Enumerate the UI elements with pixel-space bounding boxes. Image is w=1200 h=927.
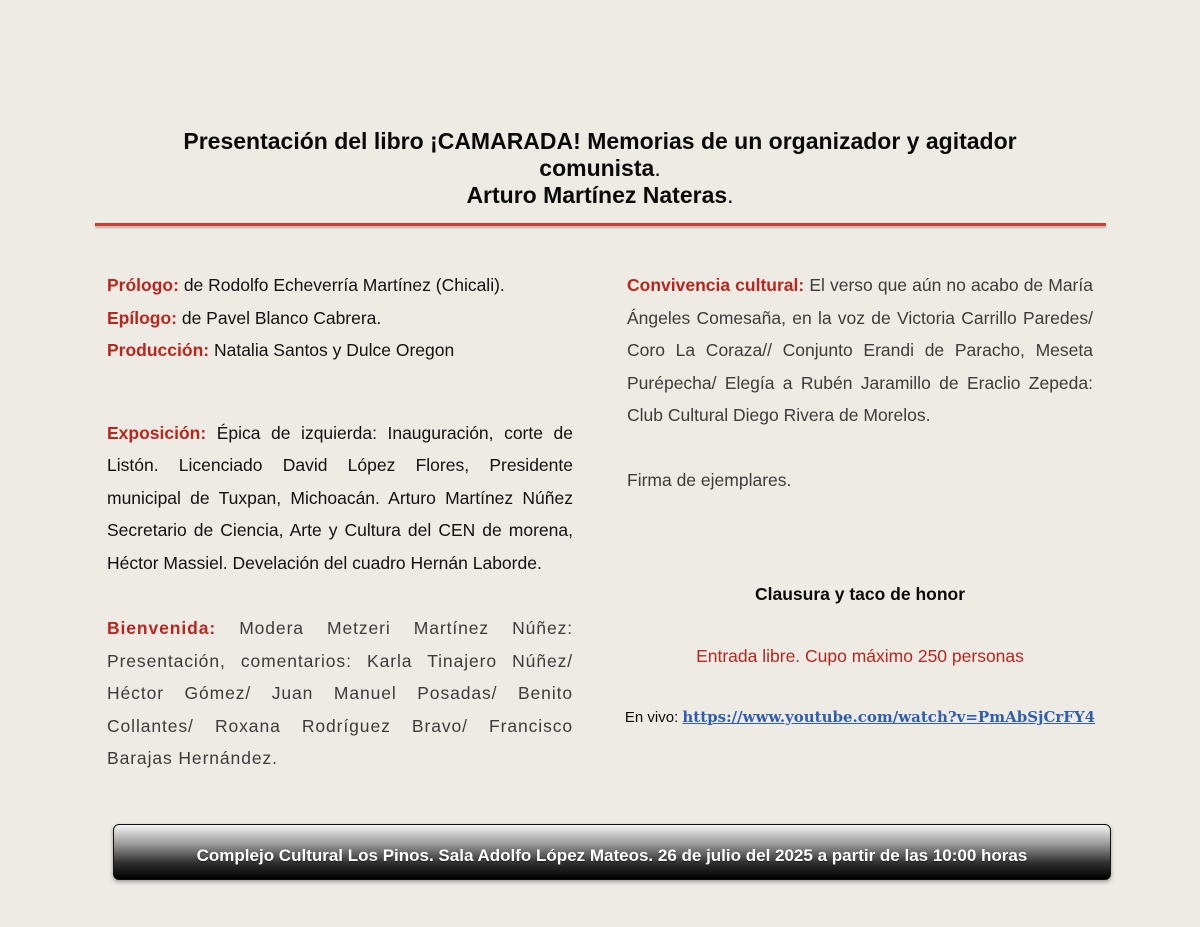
prologo-line (107, 269, 573, 302)
author-line (100, 182, 1100, 209)
left-column (107, 269, 573, 775)
exposicion-paragraph (107, 417, 573, 580)
epilogo-line (107, 302, 573, 335)
exposicion-label: Exposición: (107, 422, 207, 443)
entrada-notice: Entrada libre. Cupo máximo 250 personas (696, 646, 1024, 666)
venue-banner (113, 824, 1111, 880)
clausura-heading: Clausura y taco de honor (754, 584, 966, 604)
envivo-label: En vivo: (624, 709, 679, 726)
produccion-line (107, 334, 573, 367)
title-line-2 (100, 155, 1100, 182)
produccion-text: Natalia Santos y Dulce Oregon (213, 340, 455, 360)
firma-text: Firma de ejemplares. (627, 469, 792, 490)
convivencia-text: El verso que aún no acabo de María Ángeles Comesaña, en la voz de Victoria Carrillo Paredes/ Coro La Coraza// Conjunto Erandi de Paracho, Meseta Purépecha/ Elegía a Rubén Jaramillo de Eraclio Zepeda: Club Cultural Diego Rivera de Morelos. (627, 275, 1093, 425)
title-line-2-text: comunista (539, 155, 655, 181)
right-column (627, 269, 1093, 496)
epilogo-label: Epílogo: (107, 307, 177, 328)
title-divider (95, 223, 1106, 226)
convivencia-paragraph (627, 269, 1093, 432)
convivencia-label: Convivencia cultural: (627, 275, 805, 295)
prologo-text: de Rodolfo Echeverría Martínez (Chicali). (183, 275, 505, 295)
exposicion-text: Épica de izquierda: Inauguración, corte de Listón. Licenciado David López Flores, Presidente municipal de Tuxpan, Michoacán. Arturo Martínez Núñez Secretario de Ciencia, Arte y Cultura del CEN de morena, Héctor Massiel. Develación del cuadro Hernán Laborde. (107, 422, 573, 573)
bienvenida-text: Modera Metzeri Martínez Núñez: Presentación, comentarios: Karla Tinajero Núñez/ Héctor Gómez/ Juan Manuel Posadas/ Benito Collantes/ Roxana Rodríguez Bravo/ Francisco Barajas Hernández. (107, 618, 573, 768)
envivo-line (620, 708, 1100, 726)
bienvenida-label: Bienvenida: (107, 618, 217, 638)
epilogo-text: de Pavel Blanco Cabrera. (181, 307, 382, 328)
page-title (100, 128, 1100, 209)
produccion-label: Producción: (107, 340, 210, 360)
title-line-2-period: . (654, 155, 661, 181)
bienvenida-paragraph (107, 612, 573, 775)
title-line-1: Presentación del libro ¡CAMARADA! Memorias de un organizador y agitador (183, 128, 1017, 154)
prologo-label: Prólogo: (107, 275, 179, 295)
author-name: Arturo Martínez Nateras (466, 182, 728, 208)
venue-banner-text: Complejo Cultural Los Pinos. Sala Adolfo López Mateos. 26 de julio del 2025 a partir de las 10:00 horas (196, 846, 1028, 865)
author-period: . (727, 182, 734, 208)
youtube-link[interactable]: https://www.youtube.com/watch?v=PmAbSjCrFY4 (682, 708, 1096, 726)
